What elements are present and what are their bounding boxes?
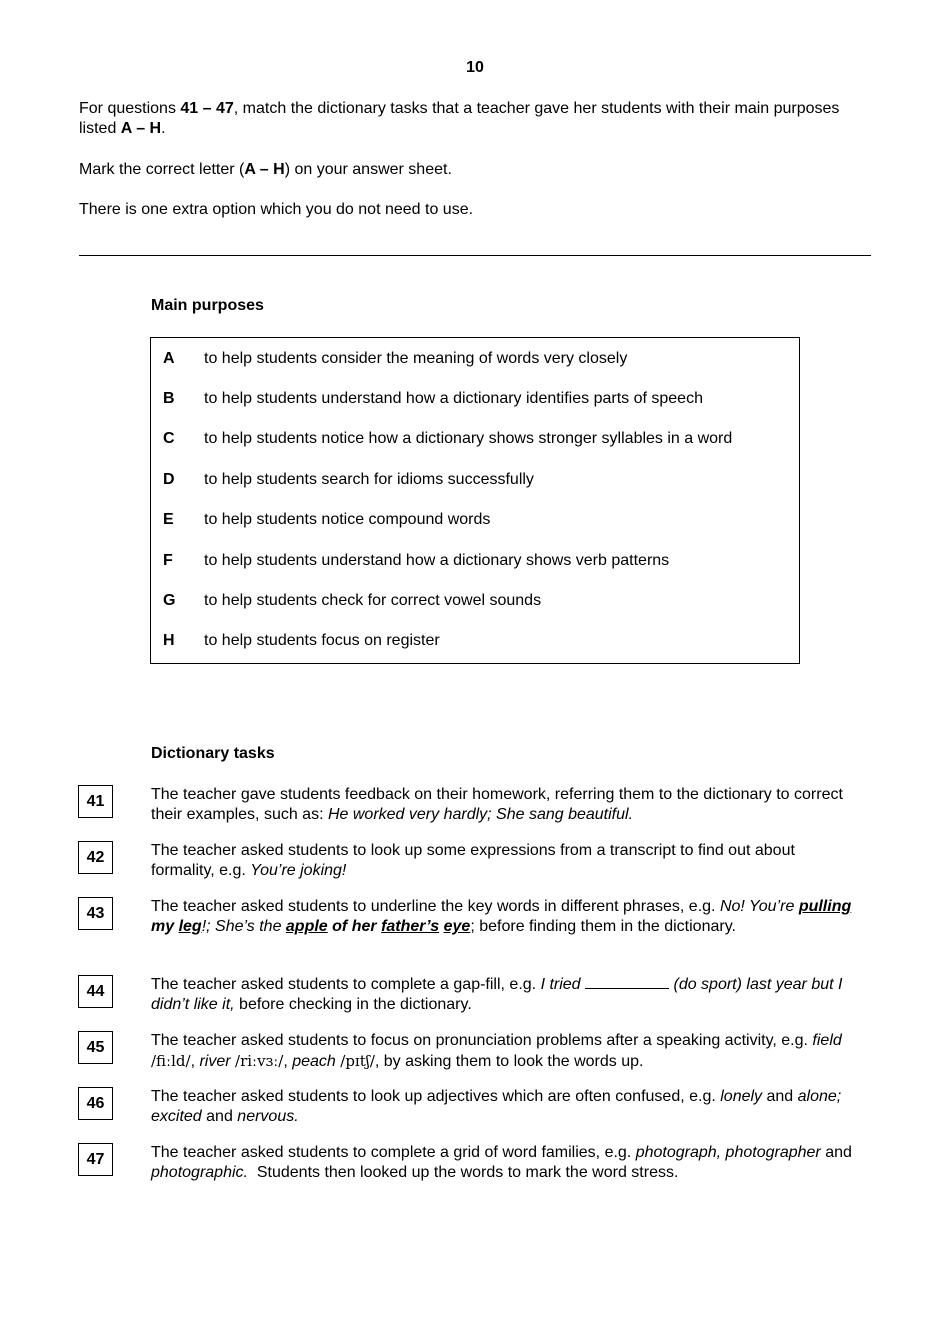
- question-number-box-46[interactable]: 46: [78, 1087, 113, 1120]
- question-number-box-45[interactable]: 45: [78, 1031, 113, 1064]
- purpose-text: to help students consider the meaning of words very closely: [204, 350, 628, 367]
- purpose-option-b: [151, 389, 799, 409]
- divider-rule: [79, 255, 871, 256]
- instruction-line-1: For questions 41 – 47, match the dictionary tasks that a teacher gave her students with their main purposes listed A – H.: [79, 100, 840, 137]
- question-46-text: The teacher asked students to look up adjectives which are often confused, e.g. lonely and alone; excited and nervous.: [151, 1088, 842, 1125]
- dictionary-tasks-heading: Dictionary tasks: [151, 745, 275, 762]
- purpose-letter: F: [163, 552, 173, 569]
- question-number-box-44[interactable]: 44: [78, 975, 113, 1008]
- question-47-text: The teacher asked students to complete a grid of word families, e.g. photograph, photographer and photographic. Students then looked up the words to mark the word stress.: [151, 1144, 852, 1181]
- purpose-letter: E: [163, 511, 174, 528]
- question-45-text: The teacher asked students to focus on pronunciation problems after a speaking activity, e.g. field /fiːld/, river /riːvɜː/, peach /pɪtʃ/, by asking them to look the words up.: [151, 1032, 842, 1070]
- purpose-option-h: [151, 631, 799, 651]
- purpose-text: to help students understand how a dictionary shows verb patterns: [204, 552, 670, 569]
- purpose-letter: C: [163, 430, 175, 447]
- purpose-option-f: [151, 551, 799, 571]
- page-number: 10: [466, 59, 484, 76]
- purpose-text: to help students focus on register: [204, 632, 440, 649]
- purpose-text: to help students check for correct vowel sounds: [204, 592, 542, 609]
- main-purposes-heading: Main purposes: [151, 297, 264, 314]
- gap-fill-blank: [585, 974, 669, 989]
- purpose-text: to help students understand how a dictionary identifies parts of speech: [204, 390, 703, 407]
- question-number-box-42[interactable]: 42: [78, 841, 113, 874]
- question-number-box-43[interactable]: 43: [78, 897, 113, 930]
- question-42-text: The teacher asked students to look up some expressions from a transcript to find out about formality, e.g. You’re joking!: [151, 842, 795, 879]
- purpose-letter: D: [163, 471, 175, 488]
- instruction-line-2: Mark the correct letter (A – H) on your answer sheet.: [79, 161, 452, 178]
- purpose-option-e: [151, 510, 799, 530]
- question-number-box-47[interactable]: 47: [78, 1143, 113, 1176]
- purpose-letter: A: [163, 350, 175, 367]
- purpose-option-a: [151, 349, 799, 369]
- purpose-text: to help students notice how a dictionary shows stronger syllables in a word: [204, 430, 733, 447]
- question-41-text: The teacher gave students feedback on their homework, referring them to the dictionary to correct their examples, such as: He worked very hardly; She sang beautiful.: [151, 786, 843, 823]
- purpose-letter: G: [163, 592, 176, 609]
- purpose-letter: B: [163, 390, 175, 407]
- question-44-text: The teacher asked students to complete a gap-fill, e.g. I tried (do sport) last year but I didn’t like it, before checking in the dictionary.: [151, 976, 843, 1013]
- purpose-text: to help students notice compound words: [204, 511, 491, 528]
- question-number-box-41[interactable]: 41: [78, 785, 113, 818]
- purpose-text: to help students search for idioms successfully: [204, 471, 534, 488]
- purpose-option-c: [151, 429, 799, 449]
- purpose-letter: H: [163, 632, 175, 649]
- instruction-line-3: There is one extra option which you do not need to use.: [79, 201, 474, 218]
- main-purposes-box: [150, 337, 800, 664]
- purpose-option-g: [151, 591, 799, 611]
- question-43-text: The teacher asked students to underline the key words in different phrases, e.g. No! You’re pulling my leg!; She’s the apple of her father’s eye; before finding them in the dictionary.: [151, 898, 852, 935]
- purpose-option-d: [151, 470, 799, 490]
